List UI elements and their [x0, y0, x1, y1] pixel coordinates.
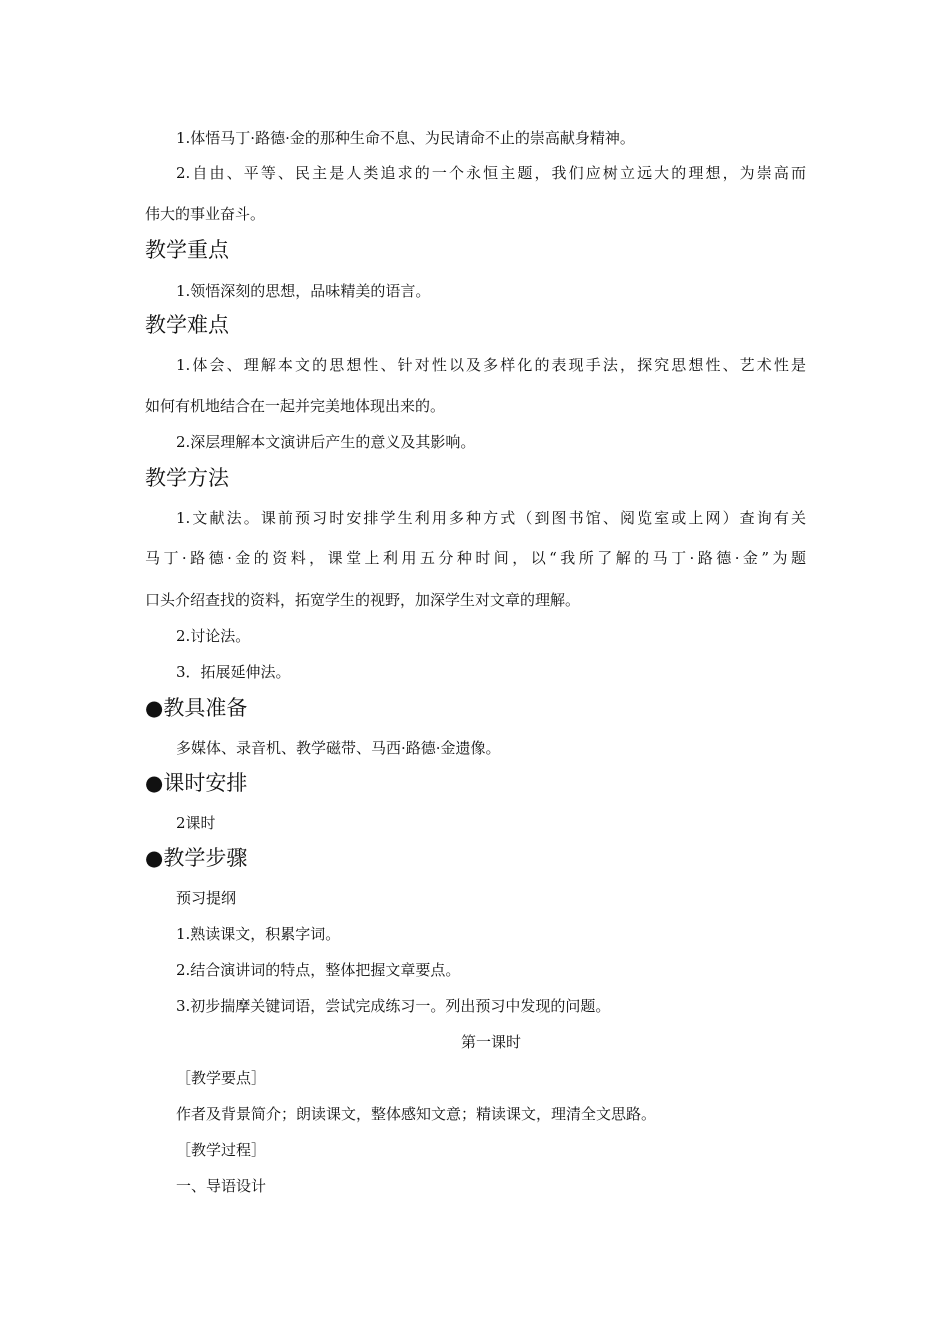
tools-text: 多媒体、录音机、教学磁带、马西·路德·金遗像。: [176, 739, 501, 757]
steps-line-3: 2.结合演讲词的特点，整体把握文章要点。: [176, 961, 461, 979]
difficulty-line-2: 如何有机地结合在一起并完美地体现出来的。: [145, 397, 446, 415]
method-line-2: 马丁·路德·金的资料，课堂上利用五分种时间，以“我所了解的马丁·路德·金”为题: [145, 549, 806, 567]
goal-line-3: 伟大的事业奋斗。: [145, 205, 266, 223]
heading-steps: ●教学步骤: [145, 846, 248, 870]
method-line-1: 1.文献法。课前预习时安排学生利用多种方式（到图书馆、阅览室或上网）查询有关: [176, 509, 806, 527]
goal-line-2: 2.自由、平等、民主是人类追求的一个永恒主题，我们应树立远大的理想，为崇高而: [176, 164, 806, 182]
heading-key-points: 教学重点: [145, 238, 229, 262]
steps-line-2: 1.熟读课文，积累字词。: [176, 925, 341, 943]
lesson-line-4: 一、导语设计: [176, 1177, 267, 1195]
heading-schedule: ●课时安排: [145, 771, 248, 795]
lesson-line-1: ［教学要点］: [176, 1069, 267, 1087]
steps-line-4: 3.初步揣摩关键词语，尝试完成练习一。列出预习中发现的问题。: [176, 997, 611, 1015]
lesson-line-3: ［教学过程］: [176, 1141, 267, 1159]
steps-line-1: 预习提纲: [176, 889, 237, 907]
heading-difficulties: 教学难点: [145, 313, 229, 337]
difficulty-line-1: 1.体会、理解本文的思想性、针对性以及多样化的表现手法，探究思想性、艺术性是: [176, 356, 806, 374]
heading-methods: 教学方法: [145, 466, 229, 490]
lesson-line-2: 作者及背景简介；朗读课文，整体感知文意；精读课文，理清全文思路。: [176, 1105, 657, 1123]
heading-tools: ●教具准备: [145, 696, 248, 720]
method-line-5: 3．拓展延伸法。: [176, 663, 291, 681]
goal-line-1: 1.体悟马丁·路德·金的那种生命不息、为民请命不止的崇高献身精神。: [176, 129, 635, 147]
difficulty-line-3: 2.深层理解本文演讲后产生的意义及其影响。: [176, 433, 476, 451]
lesson-title: 第一课时: [460, 1033, 521, 1051]
method-line-3: 口头介绍查找的资料，拓宽学生的视野，加深学生对文章的理解。: [145, 591, 581, 609]
method-line-4: 2.讨论法。: [176, 627, 251, 645]
key-point-1: 1.领悟深刻的思想，品味精美的语言。: [176, 282, 431, 300]
schedule-text: 2课时: [176, 814, 216, 832]
